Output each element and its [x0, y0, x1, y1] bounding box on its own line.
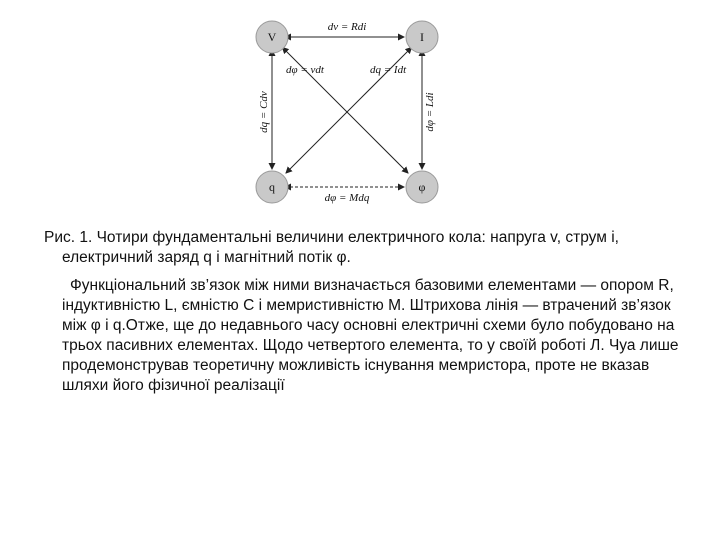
- label-memristor: dφ = Mdq: [324, 192, 370, 204]
- label-diag-idt: dq = Idt: [370, 64, 407, 76]
- node-voltage-label: V: [267, 30, 277, 44]
- node-charge: [256, 171, 288, 203]
- node-current-label: I: [420, 30, 424, 44]
- circuit-relations-diagram: [0, 0, 720, 220]
- body-paragraph: Функціональний зв’язок між ними визначається базовими елементами — опором R, індуктивністю L, ємністю C і мемристивністю M. Штрихова лінія — втрачений зв’язок між φ і q.Отже, ще до недавнього часу основні електричні схеми було побудовано на трьох пасивних елементах. Щодо четвертого елемента, то у своїй роботі Л. Чуа лише продемонстрував теоретичну можливість існування мемристора, проте не вказав шляхи його фізичної реалізації: [62, 277, 679, 394]
- label-diag-vdt: dφ = vdt: [286, 64, 324, 76]
- label-inductor: dφ = Ldi: [424, 92, 436, 132]
- figure-caption: Рис. 1. Чотири фундаментальні величини електричного кола: напруга v, струм i, електричний заряд q і магнітний потік φ.: [44, 229, 619, 266]
- node-voltage: [256, 21, 288, 53]
- label-capacitor: dq = Cdv: [258, 91, 270, 133]
- label-resistor: dv = Rdi: [327, 21, 367, 33]
- caption: [44, 228, 684, 396]
- node-charge-label: q: [269, 180, 275, 194]
- node-current: [406, 21, 438, 53]
- node-flux-label: φ: [418, 180, 426, 194]
- node-flux: [406, 171, 438, 203]
